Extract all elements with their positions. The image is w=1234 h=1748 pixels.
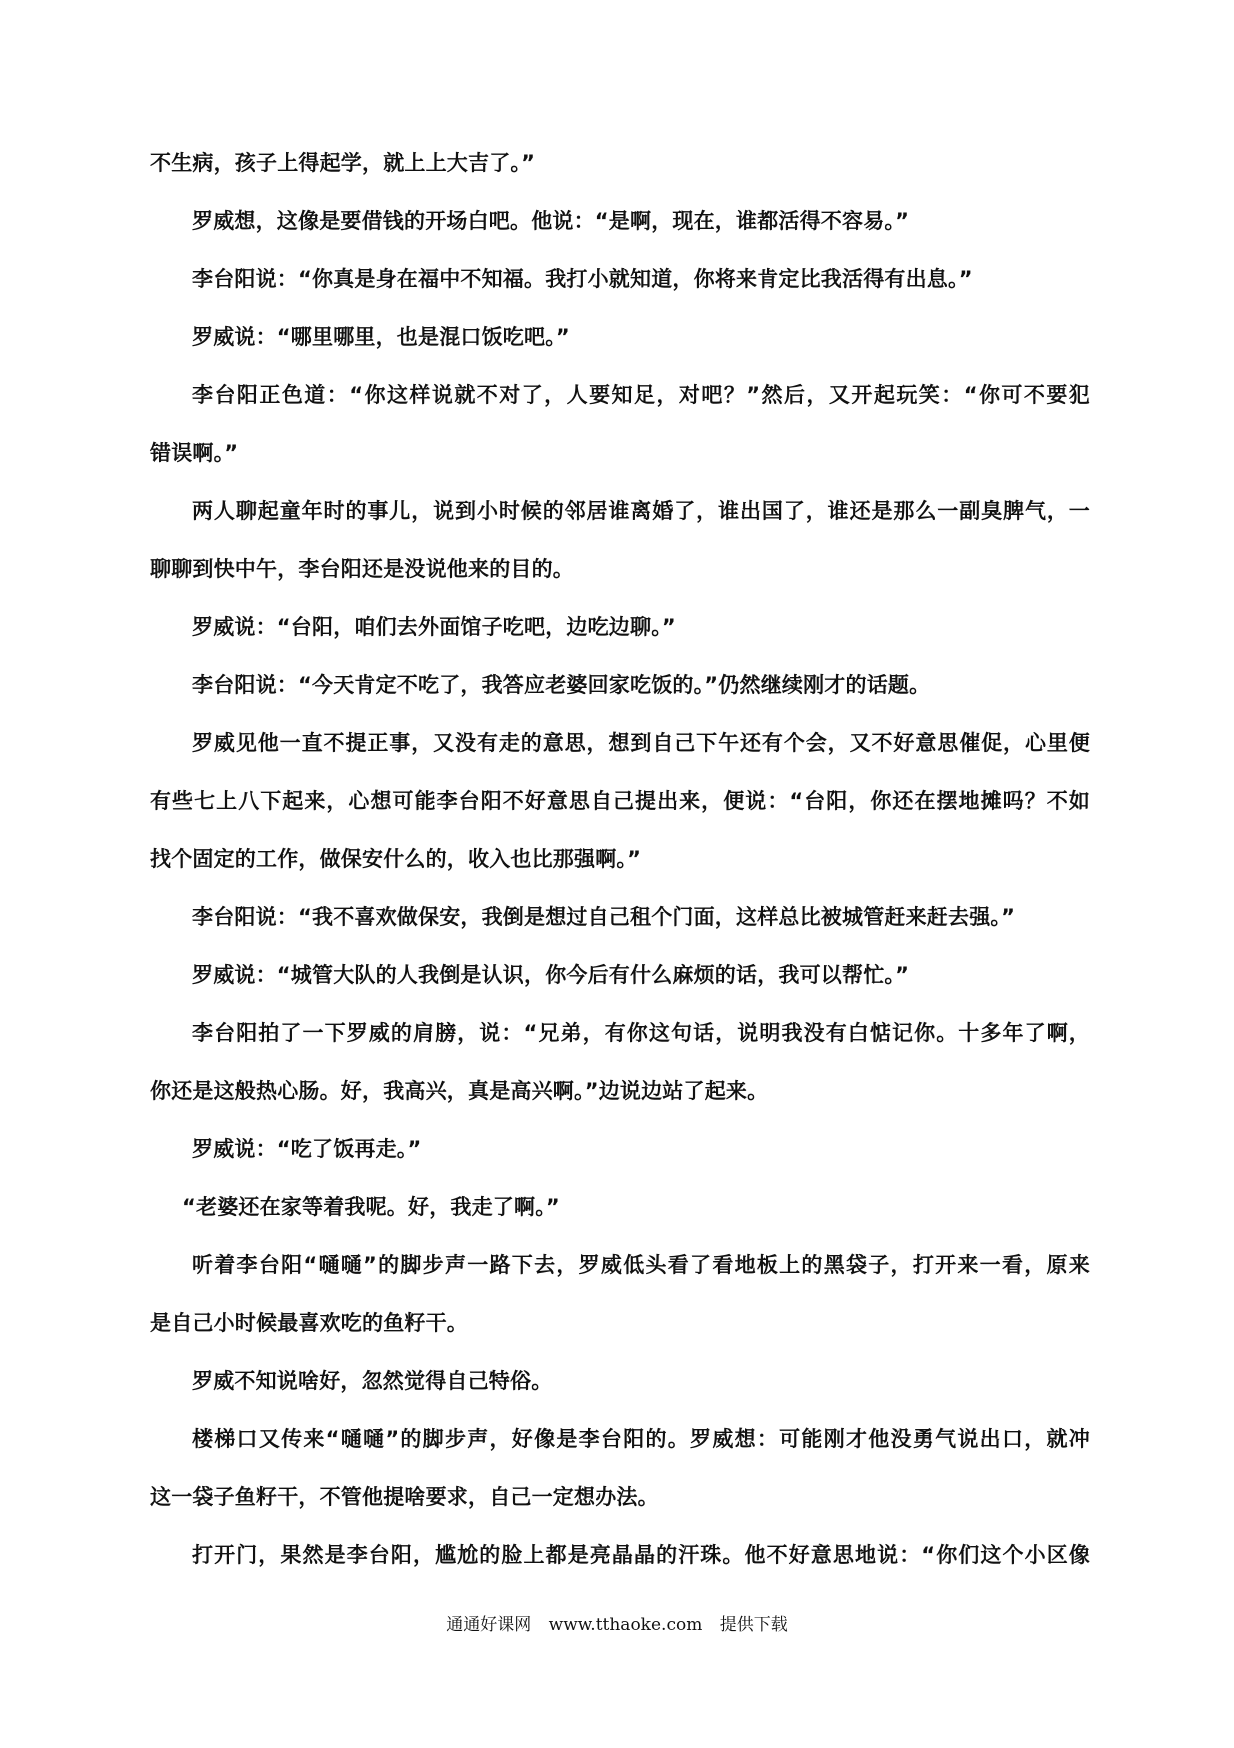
text-line: 错误啊。” [150,441,239,465]
text-line: 罗威说：“台阳，咱们去外面馆子吃吧，边吃边聊。” [192,615,676,639]
text-line: 罗威说：“哪里哪里，也是混口饭吃吧。” [192,325,570,349]
text-line: 有些七上八下起来，心想可能李台阳不好意思自己提出来，便说：“台阳，你还在摆地摊吗？不如 [150,789,1090,813]
text-line: 打开门，果然是李台阳，尴尬的脸上都是亮晶晶的汗珠。他不好意思地说：“你们这个小区像 [192,1543,1090,1567]
text-line: 李台阳正色道：“你这样说就不对了，人要知足，对吧？”然后，又开起玩笑：“你可不要犯 [192,383,1090,407]
text-line: 是自己小时候最喜欢吃的鱼籽干。 [150,1311,468,1335]
page-footer [0,1610,1234,1635]
text-line: 罗威说：“吃了饭再走。” [192,1137,422,1161]
text-line: 不生病，孩子上得起学，就上上大吉了。” [150,151,536,175]
text-line: 两人聊起童年时的事儿，说到小时候的邻居谁离婚了，谁出国了，谁还是那么一副臭脾气，一 [192,499,1090,523]
text-line: 李台阳说：“你真是身在福中不知福。我打小就知道，你将来肯定比我活得有出息。” [192,267,973,291]
text-line: 这一袋子鱼籽干，不管他提啥要求，自己一定想办法。 [150,1485,659,1509]
text-line: 找个固定的工作，做保安什么的，收入也比那强啊。” [150,847,642,871]
footer-url: www.tthaoke.com [548,1615,703,1635]
footer-download-text: 提供下载 [719,1615,788,1635]
text-line: 罗威见他一直不提正事，又没有走的意思，想到自己下午还有个会，又不好意思催促，心里便 [192,731,1090,755]
text-line: 楼梯口又传来“嗵嗵”的脚步声，好像是李台阳的。罗威想：可能刚才他没勇气说出口，就冲 [192,1427,1090,1451]
article-body [150,140,1090,1590]
text-line: 听着李台阳“嗵嗵”的脚步声一路下去，罗威低头看了看地板上的黑袋子，打开来一看，原来 [192,1253,1090,1277]
text-line: “老婆还在家等着我呢。好，我走了啊。” [182,1195,560,1219]
text-line: 李台阳说：“我不喜欢做保安，我倒是想过自己租个门面，这样总比被城管赶来赶去强。” [192,905,1016,929]
text-line: 李台阳拍了一下罗威的肩膀，说：“兄弟，有你这句话，说明我没有白惦记你。十多年了啊， [192,1021,1090,1045]
text-line: 你还是这般热心肠。好，我高兴，真是高兴啊。”边说边站了起来。 [150,1079,769,1103]
text-line: 罗威想，这像是要借钱的开场白吧。他说：“是啊，现在，谁都活得不容易。” [192,209,910,233]
footer-site-name: 通通好课网 [446,1615,532,1635]
text-line: 罗威不知说啥好，忽然觉得自己特俗。 [192,1369,553,1393]
text-line: 李台阳说：“今天肯定不吃了，我答应老婆回家吃饭的。”仍然继续刚才的话题。 [192,673,931,697]
text-line: 罗威说：“城管大队的人我倒是认识，你今后有什么麻烦的话，我可以帮忙。” [192,963,910,987]
text-line: 聊聊到快中午，李台阳还是没说他来的目的。 [150,557,574,581]
